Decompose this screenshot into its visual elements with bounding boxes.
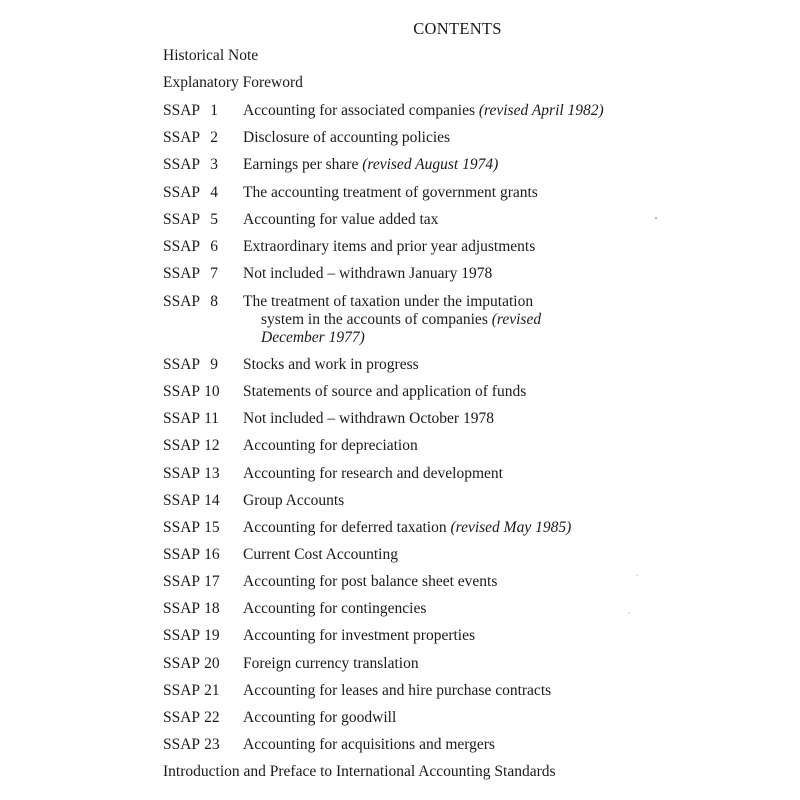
entry-revision-note: (revised May 1985) [450,519,572,536]
entry-title: Not included – withdrawn October 1978 [243,410,494,427]
entry-title-continuation [261,329,365,347]
entry-code: SSAP 8 [163,293,218,310]
entry-code: SSAP 22 [163,709,220,726]
historical-note-line: Historical Note [163,47,259,64]
entry-title: Statements of source and application of funds [243,383,527,400]
entry-code: SSAP 10 [163,383,220,400]
entry-code: SSAP 18 [163,600,220,617]
entry-title: Group Accounts [243,492,345,509]
entry-code: SSAP 2 [163,129,218,146]
explanatory-foreword-line: Explanatory Foreword [163,74,303,91]
entry-code: SSAP 23 [163,736,220,753]
entry-title: Accounting for leases and hire purchase contracts [243,682,552,699]
entry-title: The treatment of taxation under the imputation [243,293,534,310]
entry-revision-note: (revised August 1974) [362,156,499,173]
entry-title: Accounting for contingencies [243,600,427,617]
entry-title: Accounting for deferred taxation (revised May 1985) [243,519,572,536]
entry-code: SSAP 1 [163,102,218,119]
entry-title: Current Cost Accounting [243,546,398,563]
entry-code: SSAP 9 [163,356,218,373]
page-title: CONTENTS [413,19,502,38]
entry-title: Disclosure of accounting policies [243,129,451,146]
entry-title: Not included – withdrawn January 1978 [243,265,493,282]
entry-code: SSAP 7 [163,265,218,282]
entry-code: SSAP 20 [163,655,220,672]
entry-title: Accounting for goodwill [243,709,397,726]
entry-title: Accounting for post balance sheet events [243,573,498,590]
entry-code: SSAP 13 [163,465,220,482]
entry-code: SSAP 12 [163,437,220,454]
entry-title: Accounting for research and development [243,465,503,482]
entry-revision-note: (revised April 1982) [478,102,604,119]
entry-title-continuation: system in the accounts of companies (revised [261,311,542,328]
scan-speck [655,217,657,219]
entry-code: SSAP 14 [163,492,220,509]
closing-line: Introduction and Preface to International Accounting Standards [163,763,556,780]
entry-code: SSAP 6 [163,238,218,255]
scan-speck [636,574,638,576]
entry-revision-note: (revised [491,311,542,328]
entry-code: SSAP 5 [163,211,218,228]
entry-title: Accounting for value added tax [243,211,439,228]
entry-title: Accounting for investment properties [243,627,476,644]
entry-title: Earnings per share (revised August 1974) [243,156,499,173]
entry-title: Extraordinary items and prior year adjustments [243,238,536,255]
entry-code: SSAP 4 [163,184,218,201]
entry-title: The accounting treatment of government grants [243,184,538,201]
entry-code: SSAP 16 [163,546,220,563]
entry-title: Accounting for acquisitions and mergers [243,736,495,753]
entry-code: SSAP 19 [163,627,220,644]
scan-speck [628,612,630,614]
entry-title: Accounting for associated companies (revised April 1982) [243,102,604,119]
entry-code: SSAP 3 [163,156,218,173]
entry-code: SSAP 17 [163,573,220,590]
entry-code: SSAP 11 [163,410,219,427]
entry-title: Foreign currency translation [243,655,419,672]
entry-code: SSAP 21 [163,682,220,699]
entry-code: SSAP 15 [163,519,220,536]
entry-title: Accounting for depreciation [243,437,418,454]
entry-revision-note: December 1977) [261,329,365,346]
entry-title: Stocks and work in progress [243,356,419,373]
